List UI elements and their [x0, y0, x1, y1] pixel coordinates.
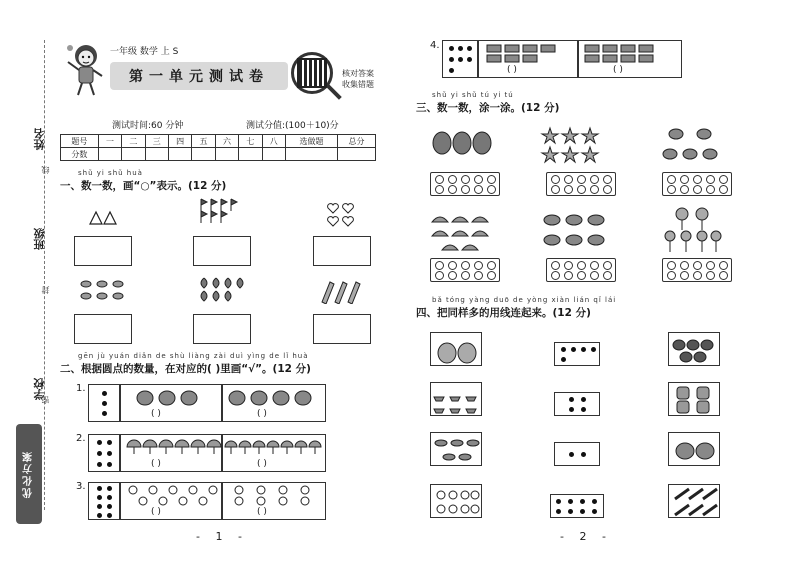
- color-circles-box[interactable]: [662, 172, 732, 196]
- grade-line: 一年级 数学 上 S: [110, 47, 179, 57]
- color-circle[interactable]: [603, 185, 612, 194]
- color-circle[interactable]: [448, 261, 457, 270]
- q2-option-books-7[interactable]: [478, 40, 578, 78]
- dot: [580, 509, 585, 514]
- q3-pinyin: shǔ yi shǔ tú yi tú: [432, 91, 514, 99]
- color-circles-box[interactable]: [546, 172, 616, 196]
- dot: [561, 357, 566, 362]
- dot: [592, 499, 597, 504]
- dot: [556, 509, 561, 514]
- q1-title: 一、数一数，画“○”表示。(12 分): [60, 180, 227, 192]
- q4-pinyin: bǎ tóng yàng duō de yòng xiàn lián qǐ lái: [432, 296, 617, 304]
- dot-card-4[interactable]: [554, 392, 600, 416]
- color-circle[interactable]: [693, 175, 702, 184]
- color-circle[interactable]: [435, 271, 444, 280]
- caterpillar-icon: [669, 333, 721, 367]
- color-circle[interactable]: [719, 261, 728, 270]
- score-table-cell: 题号: [61, 135, 99, 148]
- dot: [467, 57, 472, 62]
- score-table-cell: 一: [98, 135, 121, 148]
- color-circle[interactable]: [706, 261, 715, 270]
- match-boats-6[interactable]: [430, 382, 482, 416]
- color-circles-box[interactable]: [662, 258, 732, 282]
- q2-title: 二、根据圆点的数量，在对应的( )里画“√”。(12 分): [60, 363, 311, 375]
- dot: [581, 407, 586, 412]
- color-circle[interactable]: [577, 175, 586, 184]
- color-circle[interactable]: [719, 175, 728, 184]
- q2-answer-paren[interactable]: ( ): [507, 65, 517, 75]
- color-circle[interactable]: [667, 271, 676, 280]
- color-circle[interactable]: [551, 261, 560, 270]
- color-circle[interactable]: [577, 261, 586, 270]
- color-circle[interactable]: [448, 175, 457, 184]
- dot: [467, 46, 472, 51]
- qr-caption-line2: 收集错题: [342, 80, 374, 89]
- bird-icon: [662, 126, 720, 166]
- color-circle[interactable]: [564, 261, 573, 270]
- q2-answer-paren[interactable]: ( ): [151, 507, 161, 517]
- color-circle[interactable]: [461, 261, 470, 270]
- test-time: 测试时间:60 分钟: [112, 121, 184, 131]
- score-table-cell: 选做题: [285, 135, 337, 148]
- color-circle[interactable]: [564, 175, 573, 184]
- color-circle[interactable]: [577, 185, 586, 194]
- page-number-right: - 2 -: [560, 530, 612, 543]
- color-circle[interactable]: [487, 185, 496, 194]
- match-cats-4[interactable]: [668, 382, 720, 416]
- pencil-icon: [669, 485, 721, 519]
- snail-icon: [431, 485, 483, 519]
- bee-icon: [669, 433, 721, 467]
- color-circle[interactable]: [590, 271, 599, 280]
- color-circle[interactable]: [719, 185, 728, 194]
- color-circle[interactable]: [706, 175, 715, 184]
- q2-option-books-8[interactable]: [578, 40, 682, 78]
- color-circles-box[interactable]: [430, 172, 500, 196]
- color-circle[interactable]: [435, 185, 444, 194]
- fish-icon: [430, 128, 500, 158]
- dot-card-5[interactable]: [554, 342, 600, 366]
- score-table-cell: 五: [192, 135, 215, 148]
- seal-mark: 封: [41, 286, 50, 294]
- q2-row-number: 3.: [76, 481, 86, 492]
- qr-caption-line1: 核对答案: [342, 69, 374, 78]
- match-caterpillars-5[interactable]: [668, 332, 720, 366]
- q3-title: 三、数一数，涂一涂。(12 分): [416, 102, 560, 114]
- duck-icon: [540, 210, 608, 250]
- color-circle[interactable]: [551, 185, 560, 194]
- color-circle[interactable]: [667, 261, 676, 270]
- test-score: 测试分值:(100＋10)分: [246, 121, 339, 131]
- color-circle[interactable]: [667, 185, 676, 194]
- color-circle[interactable]: [693, 271, 702, 280]
- school-label: 学校: [33, 378, 46, 400]
- color-circle[interactable]: [461, 271, 470, 280]
- page-number-left: - 1 -: [196, 530, 248, 543]
- color-circle[interactable]: [603, 271, 612, 280]
- dot: [449, 68, 454, 73]
- color-circle[interactable]: [719, 271, 728, 280]
- dot: [568, 499, 573, 504]
- q2-answer-paren[interactable]: ( ): [613, 65, 623, 75]
- q2-row-number: 2.: [76, 433, 86, 444]
- dot: [581, 397, 586, 402]
- boat-icon: [431, 383, 483, 417]
- match-snails-8[interactable]: [430, 484, 482, 518]
- dot: [568, 509, 573, 514]
- hat-icon: [430, 210, 494, 254]
- cat-icon: [669, 383, 721, 417]
- fish-icon: [431, 433, 483, 467]
- q4-title: 四、把同样多的用线连起来。(12 分): [416, 307, 591, 319]
- q2-answer-paren[interactable]: ( ): [257, 459, 267, 469]
- color-circle[interactable]: [706, 271, 715, 280]
- color-circle[interactable]: [693, 185, 702, 194]
- q2-answer-paren[interactable]: ( ): [151, 409, 161, 419]
- color-circle[interactable]: [551, 271, 560, 280]
- color-circle[interactable]: [487, 271, 496, 280]
- dot-card-7: [442, 40, 478, 78]
- dot: [556, 499, 561, 504]
- q2-answer-paren[interactable]: ( ): [257, 507, 267, 517]
- score-table-cell: 分数: [61, 148, 99, 161]
- color-circle[interactable]: [680, 261, 689, 270]
- q2-row-number: 4.: [430, 40, 440, 51]
- color-circle[interactable]: [461, 185, 470, 194]
- color-circle[interactable]: [693, 261, 702, 270]
- color-circle[interactable]: [448, 185, 457, 194]
- q2-pinyin: gēn jù yuán diǎn de shù liàng zài duì yìng de lǐ huà: [78, 352, 309, 360]
- dot-card-2[interactable]: [554, 442, 600, 466]
- brand-logo: 优化方案: [16, 424, 42, 524]
- color-circle[interactable]: [474, 271, 483, 280]
- color-circle[interactable]: [590, 175, 599, 184]
- color-circles-box[interactable]: [546, 258, 616, 282]
- dot: [449, 57, 454, 62]
- color-circle[interactable]: [487, 175, 496, 184]
- dot: [581, 452, 586, 457]
- pear-icon: [431, 333, 483, 367]
- color-circle[interactable]: [564, 185, 573, 194]
- color-circle[interactable]: [680, 271, 689, 280]
- star-icon: [540, 126, 608, 166]
- color-circle[interactable]: [680, 175, 689, 184]
- score-table-cell: 六: [215, 135, 238, 148]
- dot: [569, 407, 574, 412]
- score-table-cell: 四: [168, 135, 191, 148]
- book-icon: [481, 43, 577, 65]
- line-mark: 线: [41, 166, 50, 174]
- score-table-cell: 八: [262, 135, 285, 148]
- color-circle[interactable]: [564, 271, 573, 280]
- dot: [581, 347, 586, 352]
- color-circles-box[interactable]: [430, 258, 500, 282]
- dot-card-8[interactable]: [550, 494, 604, 518]
- color-circle[interactable]: [474, 185, 483, 194]
- lollipop-icon: [662, 206, 722, 254]
- dot: [569, 397, 574, 402]
- match-bees-2[interactable]: [668, 432, 720, 466]
- color-circle[interactable]: [474, 261, 483, 270]
- dot: [580, 499, 585, 504]
- book-icon: [581, 43, 681, 65]
- color-circle[interactable]: [551, 175, 560, 184]
- dot: [592, 509, 597, 514]
- secret-mark: 密: [41, 396, 50, 404]
- color-circle[interactable]: [435, 175, 444, 184]
- color-circle[interactable]: [487, 261, 496, 270]
- dot: [458, 57, 463, 62]
- match-fish-5[interactable]: [430, 432, 482, 466]
- color-circle[interactable]: [577, 271, 586, 280]
- color-circle[interactable]: [590, 261, 599, 270]
- q2-answer-paren[interactable]: ( ): [257, 409, 267, 419]
- score-table-cell: 七: [239, 135, 262, 148]
- name-label: 姓名: [33, 128, 46, 150]
- score-table-cell: 总分: [338, 135, 376, 148]
- color-circle[interactable]: [435, 261, 444, 270]
- dot: [569, 452, 574, 457]
- q2-row-number: 1.: [76, 383, 86, 394]
- color-circle[interactable]: [461, 175, 470, 184]
- dot: [458, 46, 463, 51]
- color-circle[interactable]: [590, 185, 599, 194]
- color-circle[interactable]: [706, 185, 715, 194]
- color-circle[interactable]: [667, 175, 676, 184]
- dot: [561, 347, 566, 352]
- color-circle[interactable]: [603, 175, 612, 184]
- match-pencils-6[interactable]: [668, 484, 720, 518]
- color-circle[interactable]: [603, 261, 612, 270]
- test-title: 第一单元测试卷: [110, 62, 288, 90]
- dot: [571, 347, 576, 352]
- score-table-cell: 二: [122, 135, 145, 148]
- score-table-cell: 三: [145, 135, 168, 148]
- color-circle[interactable]: [474, 175, 483, 184]
- color-circle[interactable]: [448, 271, 457, 280]
- class-label: 班级: [33, 228, 46, 250]
- q1-pinyin: shǔ yi shǔ huà: [78, 169, 143, 177]
- match-pears-2[interactable]: [430, 332, 482, 366]
- q2-answer-paren[interactable]: ( ): [151, 459, 161, 469]
- dot: [449, 46, 454, 51]
- color-circle[interactable]: [680, 185, 689, 194]
- dot: [591, 347, 596, 352]
